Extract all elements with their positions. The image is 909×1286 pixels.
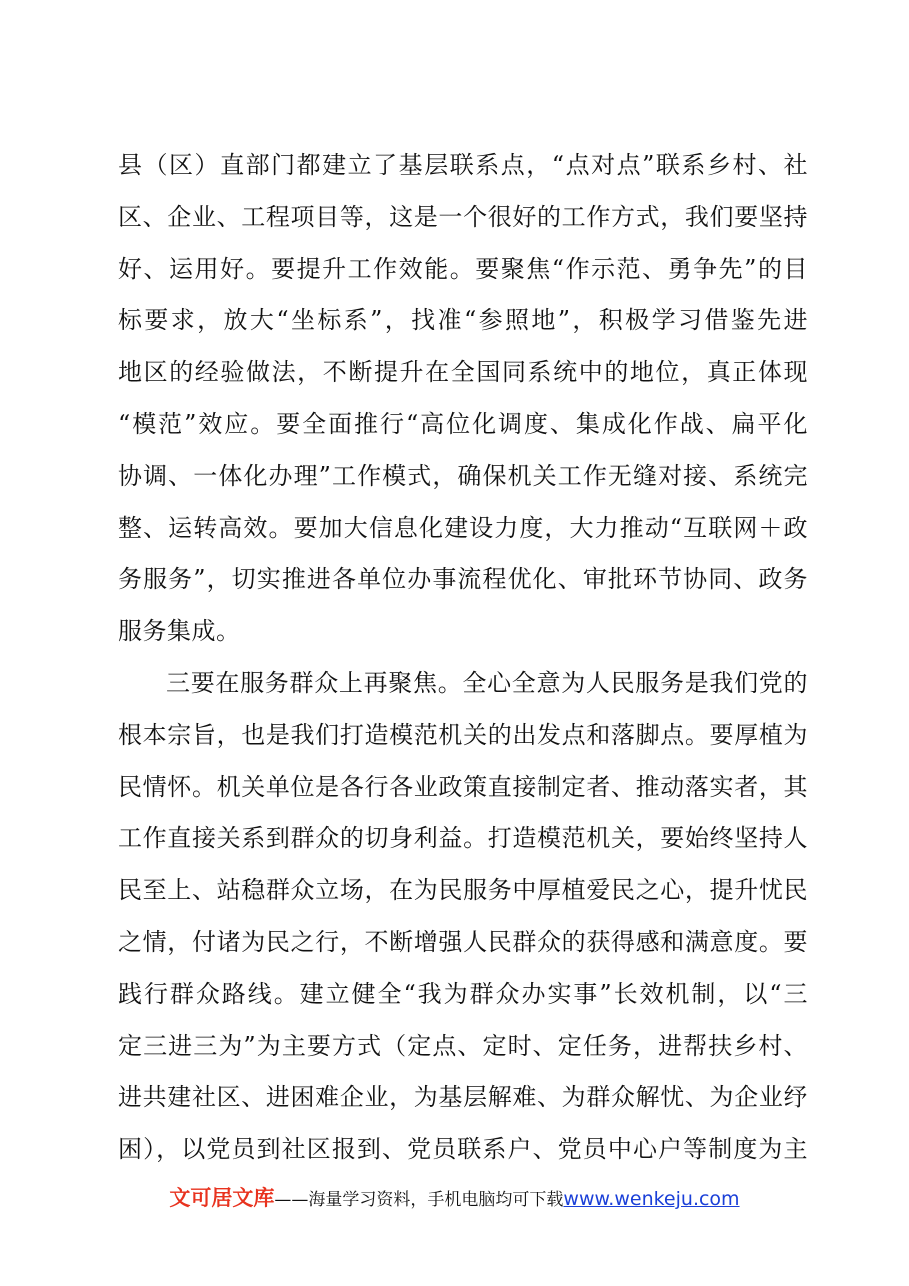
text-line: 根本宗旨，也是我们打造模范机关的出发点和落脚点。要厚植为 bbox=[118, 720, 808, 749]
text-line: 定三进三为”为主要方式（定点、定时、定任务，进帮扶乡村、 bbox=[118, 1031, 808, 1060]
text-line: 困），以党员到社区报到、党员联系户、党员中心户等制度为主 bbox=[118, 1135, 808, 1164]
text-line: 工作直接关系到群众的切身利益。打造模范机关，要始终坚持人 bbox=[118, 824, 808, 853]
text-line-paragraph-start: 三要在服务群众上再聚焦。全心全意为人民服务是我们党的 bbox=[166, 668, 808, 697]
footer-tagline: ——海量学习资料，手机电脑均可下载 bbox=[274, 1190, 564, 1210]
text-line: 协调、一体化办理”工作模式，确保机关工作无缝对接、系统完 bbox=[118, 461, 808, 490]
text-line: 好、运用好。要提升工作效能。要聚焦“作示范、勇争先”的目 bbox=[118, 254, 808, 283]
text-line: 地区的经验做法，不断提升在全国同系统中的地位，真正体现 bbox=[118, 358, 808, 387]
text-line: 民情怀。机关单位是各行各业政策直接制定者、推动落实者，其 bbox=[118, 772, 808, 801]
text-line: 进共建社区、进困难企业，为基层解难、为群众解忧、为企业纾 bbox=[118, 1083, 808, 1112]
text-line: 民至上、站稳群众立场，在为民服务中厚植爱民之心，提升忧民 bbox=[118, 876, 808, 905]
footer-banner bbox=[0, 1182, 909, 1212]
text-line: 整、运转高效。要加大信息化建设力度，大力推动“互联网＋政 bbox=[118, 513, 808, 542]
text-line: 标要求，放大“坐标系”，找准“参照地”，积极学习借鉴先进 bbox=[118, 306, 808, 335]
text-line: “模范”效应。要全面推行“高位化调度、集成化作战、扁平化 bbox=[118, 409, 808, 438]
document-body bbox=[118, 140, 808, 1176]
text-line: 务服务”，切实推进各单位办事流程优化、审批环节协同、政务 bbox=[118, 565, 808, 594]
text-line: 区、企业、工程项目等，这是一个很好的工作方式，我们要坚持 bbox=[118, 202, 808, 231]
text-line: 县（区）直部门都建立了基层联系点，“点对点”联系乡村、社 bbox=[118, 151, 808, 179]
text-line-paragraph-end: 服务集成。 bbox=[118, 617, 241, 646]
text-line: 之情，付诸为民之行，不断增强人民群众的获得感和满意度。要 bbox=[118, 927, 808, 956]
footer-url-link[interactable]: www.wenkeju.com bbox=[563, 1188, 740, 1210]
footer-brand: 文可居文库 bbox=[169, 1186, 275, 1210]
text-line: 践行群众路线。建立健全“我为群众办实事”长效机制，以“三 bbox=[118, 979, 808, 1008]
